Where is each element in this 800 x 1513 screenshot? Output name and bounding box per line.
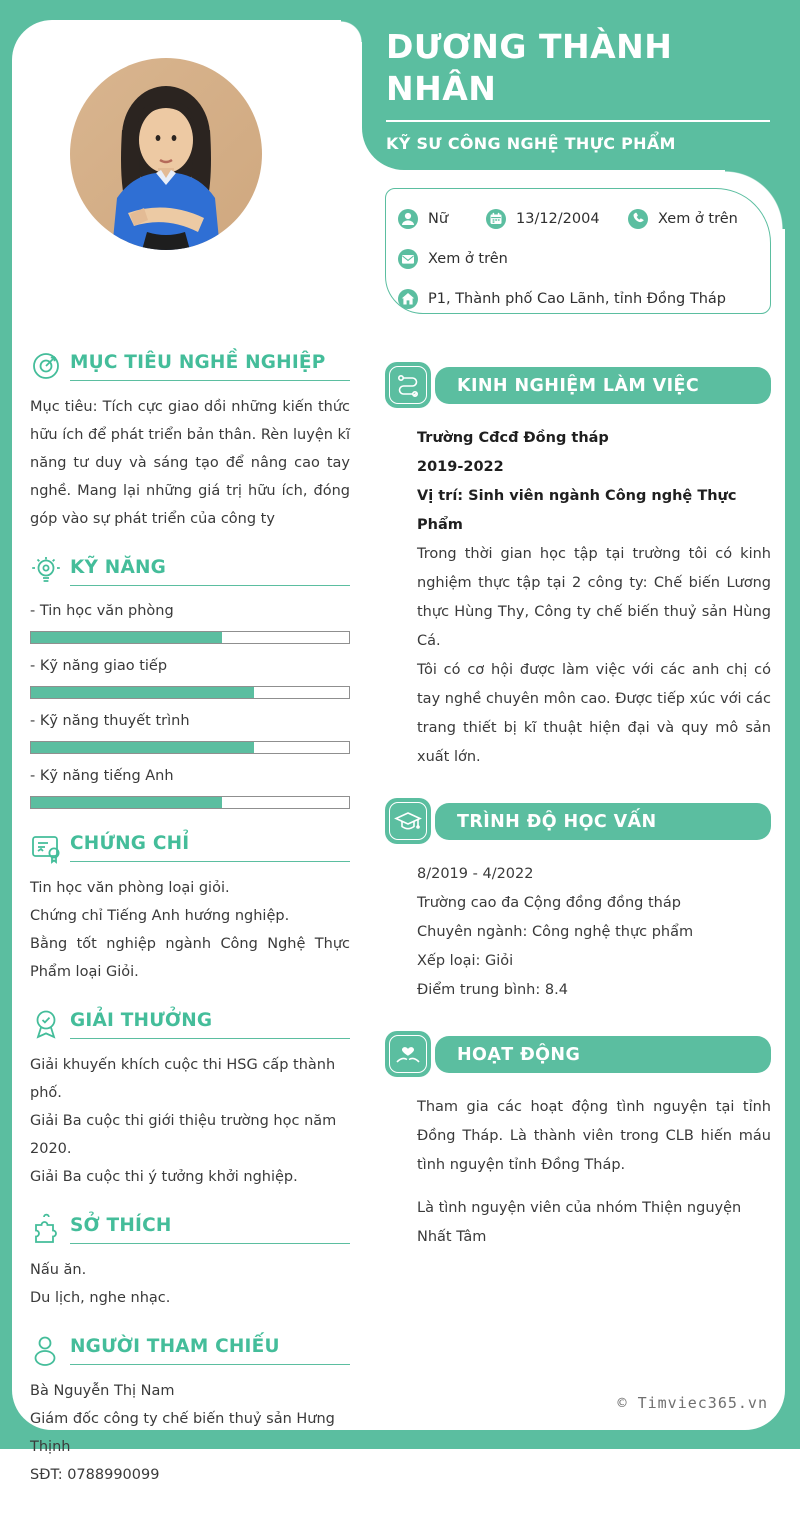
activities-paragraph: Tham gia các hoạt động tình nguyện tại tỉnh Đồng Tháp. Là thành viên trong CLB hiến máu tình nguyện tỉnh Đồng Tháp.	[417, 1099, 771, 1173]
section-references	[30, 1336, 350, 1489]
section-title: GIẢI THƯỞNG	[70, 1010, 350, 1039]
lightbulb-gear-icon	[30, 555, 62, 587]
skill-item: - Tin học văn phòng	[30, 598, 350, 644]
skill-item: - Kỹ năng tiếng Anh	[30, 763, 350, 809]
email-icon	[398, 249, 418, 269]
calendar-icon	[486, 209, 506, 229]
section-title: TRÌNH ĐỘ HỌC VẤN	[457, 811, 657, 832]
contact-email: Xem ở trên	[398, 249, 508, 269]
section-hobbies	[30, 1215, 350, 1312]
portrait-photo-illustration	[70, 58, 262, 250]
skill-item: - Kỹ năng giao tiếp	[30, 653, 350, 699]
section-title: HOẠT ĐỘNG	[457, 1044, 581, 1065]
award-line: Giải khuyến khích cuộc thi HSG cấp thành phố.	[30, 1057, 336, 1101]
certificate-line: Chứng chỉ Tiếng Anh hướng nghiệp.	[30, 908, 290, 924]
watermark: © Timviec365.vn	[617, 1394, 768, 1412]
skill-bar	[30, 796, 350, 809]
name-underline	[386, 120, 770, 122]
contact-box	[385, 188, 771, 314]
section-title-bar	[435, 803, 771, 840]
reference-line: SĐT: 0788990099	[30, 1467, 160, 1483]
award-line: Giải Ba cuộc thi ý tưởng khởi nghiệp.	[30, 1169, 298, 1185]
section-title: KINH NGHIỆM LÀM VIỆC	[457, 375, 700, 396]
avatar	[70, 58, 262, 250]
section-education	[385, 798, 771, 1005]
section-title: MỤC TIÊU NGHỀ NGHIỆP	[70, 352, 350, 381]
person-outline-icon	[30, 1334, 62, 1366]
contact-dob: 13/12/2004	[486, 209, 628, 229]
objective-text: Mục tiêu: Tích cực giao dồi những kiến thức hữu ích để phát triển bản thân. Rèn luyện kĩ năng tư duy và sáng tạo để nâng cao tay nghề. Mang lại những giá trị hữu ích, đóng góp vào sự phát triển của công ty	[30, 399, 350, 527]
experience-paragraph: Tôi có cơ hội được làm việc với các anh chị có tay nghề chuyên môn cao. Được tiếp xúc với các trang thiết bị kĩ thuật hiện đại và quy mô sản xuất lớn.	[417, 662, 771, 765]
education-line: 8/2019 - 4/2022	[417, 866, 534, 882]
section-title-bar	[435, 367, 771, 404]
section-certificates	[30, 833, 350, 986]
contact-gender: Nữ	[398, 209, 486, 229]
graduation-cap-icon	[385, 798, 431, 844]
education-line: Trường cao đa Cộng đồng đồng tháp	[417, 895, 681, 911]
certificate-line: Tin học văn phòng loại giỏi.	[30, 880, 230, 896]
home-icon	[398, 289, 418, 309]
right-column	[385, 362, 771, 1278]
skill-item: - Kỹ năng thuyết trình	[30, 708, 350, 754]
award-line: Giải Ba cuộc thi giới thiệu trường học năm 2020.	[30, 1113, 337, 1157]
section-objective	[30, 352, 350, 533]
volunteer-hands-icon	[385, 1031, 431, 1077]
contact-address: P1, Thành phố Cao Lãnh, tỉnh Đồng Tháp	[398, 289, 726, 309]
workflow-icon	[385, 362, 431, 408]
section-experience	[385, 362, 771, 772]
section-skills	[30, 557, 350, 809]
experience-period: 2019-2022	[417, 459, 504, 475]
skill-bar	[30, 686, 350, 699]
section-title-bar	[435, 1036, 771, 1073]
section-title: KỸ NĂNG	[70, 557, 350, 586]
phone-icon	[628, 209, 648, 229]
job-title: KỸ SƯ CÔNG NGHỆ THỰC PHẨM	[386, 134, 676, 154]
left-column	[30, 352, 350, 1513]
skill-bar	[30, 631, 350, 644]
certificate-icon	[30, 831, 64, 865]
education-line: Xếp loại: Giỏi	[417, 953, 514, 969]
skill-bar	[30, 741, 350, 754]
reference-line: Giám đốc công ty chế biến thuỷ sản Hưng Thịnh	[30, 1411, 335, 1455]
hobby-line: Du lịch, nghe nhạc.	[30, 1290, 171, 1306]
education-line: Chuyên ngành: Công nghệ thực phẩm	[417, 924, 694, 940]
target-icon	[30, 350, 62, 382]
experience-paragraph: Trong thời gian học tập tại trường tôi có kinh nghiệm thực tập tại 2 công ty: Chế biến Lương thực Hùng Thy, Công ty chế biến thuỷ sản Hùng Cá.	[417, 546, 771, 649]
experience-company: Trường Cđcđ Đồng tháp	[417, 430, 609, 446]
person-icon	[398, 209, 418, 229]
medal-icon	[30, 1008, 62, 1040]
section-awards	[30, 1010, 350, 1191]
section-activities	[385, 1031, 771, 1252]
section-title: CHỨNG CHỈ	[70, 833, 350, 862]
section-title: NGƯỜI THAM CHIẾU	[70, 1336, 350, 1365]
education-line: Điểm trung bình: 8.4	[417, 982, 568, 998]
hobby-line: Nấu ăn.	[30, 1262, 87, 1278]
puzzle-icon	[30, 1213, 62, 1245]
experience-position: Vị trí: Sinh viên ngành Công nghệ Thực Phẩm	[417, 488, 737, 533]
reference-line: Bà Nguyễn Thị Nam	[30, 1383, 175, 1399]
decorative-corner-top	[341, 20, 363, 42]
section-title: SỞ THÍCH	[70, 1215, 350, 1244]
person-name: DƯƠNG THÀNH NHÂN	[386, 27, 673, 109]
contact-phone: Xem ở trên	[628, 209, 738, 229]
activities-paragraph: Là tình nguyện viên của nhóm Thiện nguyện Nhất Tâm	[417, 1200, 742, 1245]
certificate-line: Bằng tốt nghiệp ngành Công Nghệ Thực Phẩm loại Giỏi.	[30, 936, 350, 980]
